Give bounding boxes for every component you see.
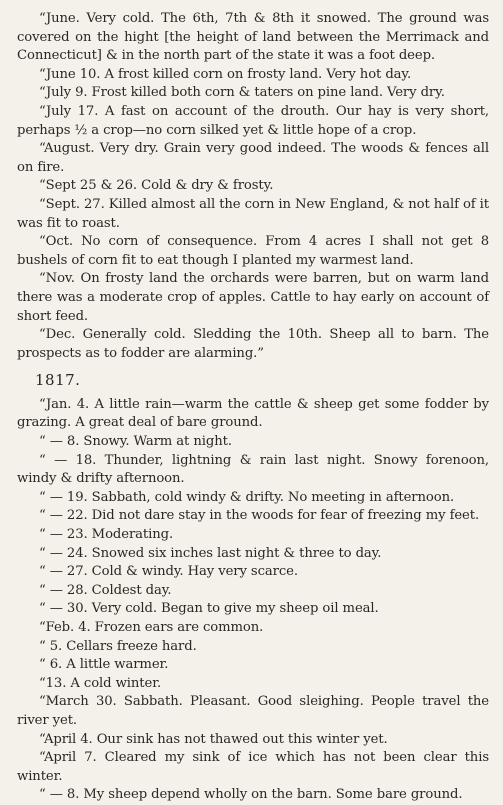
entry-1816-july-17: “July 17. A fast on account of the drouth. Our hay is very short, perhaps ½ a crop—no corn silked yet & little hope of a crop. [17, 103, 489, 138]
entry-1816-sept-27: “Sept. 27. Killed almost all the corn in New England, & not half of it was fit to roast. [17, 196, 489, 231]
entry-1816-june-10: “June 10. A frost killed corn on frosty land. Very hot day. [39, 66, 412, 82]
entry-1817-april-8: “ — 8. My sheep depend wholly on the barn. Some bare ground. [39, 787, 463, 803]
entry-1817-april-4: “April 4. Our sink has not thawed out this winter yet. [39, 731, 388, 747]
entry-1817-jan-19: “ — 19. Sabbath, cold windy & drifty. No meeting in afternoon. [39, 489, 455, 505]
entry-1817-march-30: “March 30. Sabbath. Pleasant. Good sleighing. People travel the river yet. [17, 694, 489, 728]
entry-1816-july-9: “July 9. Frost killed both corn & taters on pine land. Very dry. [39, 85, 445, 101]
entry-1816-oct: “Oct. No corn of consequence. From 4 acres I shall not get 8 bushels of corn fit to eat though I planted my warmest land. [17, 234, 489, 268]
entry-1817-jan-8: “ — 8. Snowy. Warm at night. [39, 434, 232, 450]
entry-1817-jan-30: “ — 30. Very cold. Began to give my sheep oil meal. [39, 601, 379, 617]
entry-1816-june: “June. Very cold. The 6th, 7th & 8th it snowed. The ground was covered on the hight [the height of land between the Merrimack and Connecticut] & in the north part of the state it was a foot deep. [17, 11, 489, 64]
entry-1816-dec: “Dec. Generally cold. Sledding the 10th. Sheep all to barn. The prospects as to fodder are alarming.” [17, 327, 489, 361]
entry-1816-august: “August. Very dry. Grain very good indeed. The woods & fences all on fire. [17, 141, 489, 175]
year-heading: 1817. [35, 371, 81, 390]
entry-1817-feb-13: “13. A cold winter. [39, 675, 162, 691]
entry-1817-feb-5: “ 5. Cellars freeze hard. [39, 638, 197, 654]
entry-1817-april-7: “April 7. Cleared my sink of ice which has not been clear this winter. [17, 750, 489, 784]
entry-1817-jan-28: “ — 28. Coldest day. [39, 582, 172, 598]
entry-1817-feb-4: “Feb. 4. Frozen ears are common. [39, 620, 264, 635]
entry-1817-jan-4: “Jan. 4. A little rain—warm the cattle & sheep get some fodder by grazing. A great deal of bare ground. [17, 396, 489, 431]
entry-1817-feb-6: “ 6. A little warmer. [39, 657, 169, 673]
entry-1817-jan-27: “ — 27. Cold & windy. Hay very scarce. [39, 564, 298, 580]
entries-1817 [17, 396, 489, 805]
entry-1816-nov: “Nov. On frosty land the orchards were barren, but on warm land there was a moderate crop of apples. Cattle to hay early on account of short feed. [17, 271, 489, 324]
entry-1817-jan-18: “ — 18. Thunder, lightning & rain last night. Snowy forenoon, windy & drifty afternoon. [17, 452, 489, 487]
entry-1817-jan-24: “ — 24. Snowed six inches last night & three to day. [39, 545, 382, 561]
entry-1817-jan-22: “ — 22. Did not dare stay in the woods for fear of freezing my feet. [39, 508, 480, 524]
entry-1816-sept-25: “Sept 25 & 26. Cold & dry & frosty. [39, 178, 274, 194]
entries-1816 [17, 10, 489, 363]
entry-1817-jan-23: “ — 23. Moderating. [39, 527, 174, 543]
